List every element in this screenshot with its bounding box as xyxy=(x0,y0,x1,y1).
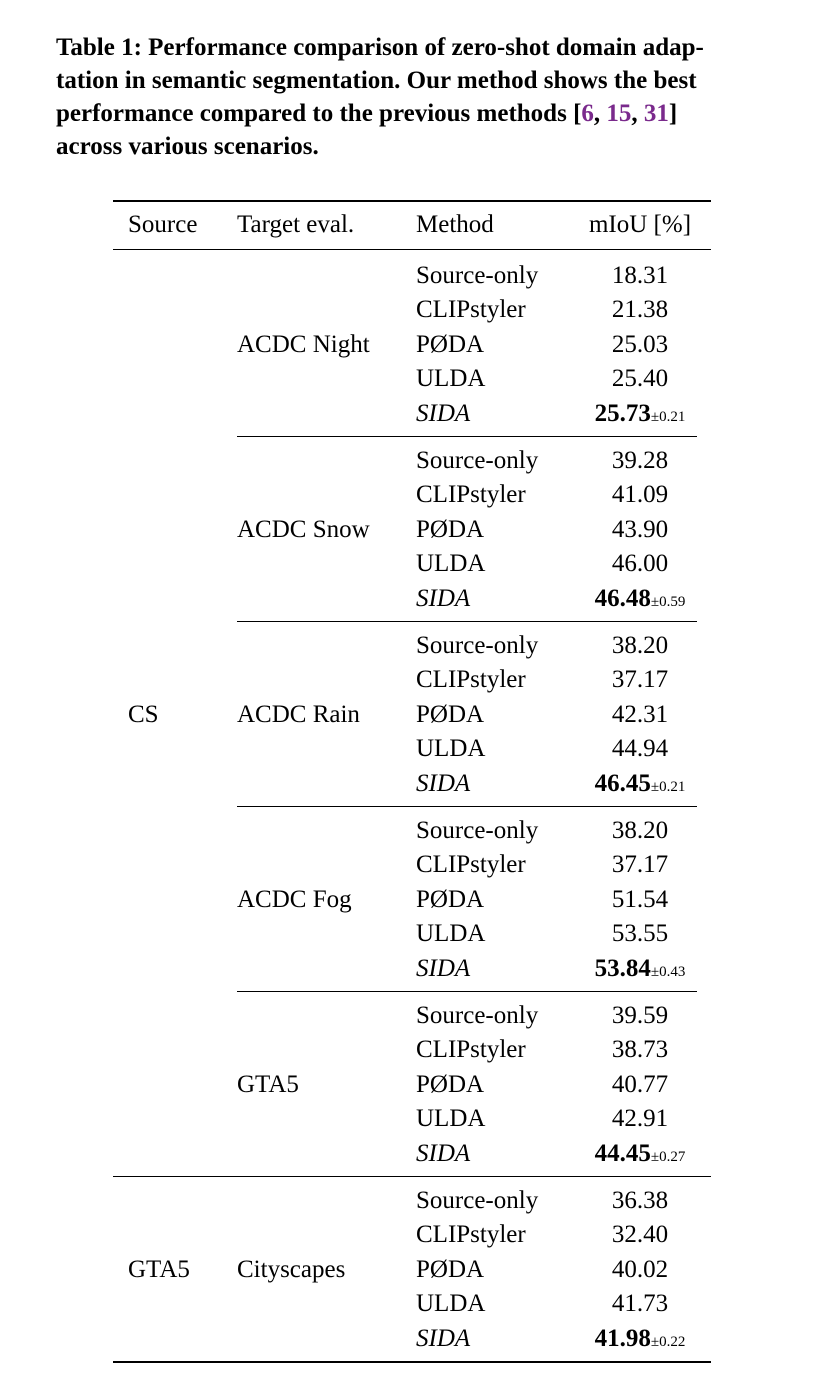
miou-cell xyxy=(583,444,697,478)
target-eval-cell: ACDC Snow xyxy=(237,515,370,543)
miou-cell xyxy=(583,293,697,327)
miou-std: ±0.21 xyxy=(650,778,686,795)
method-cell: PØDA xyxy=(416,700,485,728)
target-eval-cell: ACDC Night xyxy=(237,330,370,358)
miou-value: 44.94 xyxy=(611,735,669,763)
source-rule xyxy=(113,1176,711,1177)
method-cell: Source-only xyxy=(416,632,539,659)
miou-cell xyxy=(583,883,697,917)
method-cell: Source-only xyxy=(416,262,539,289)
citation-link[interactable]: 31 xyxy=(643,100,669,127)
method-cell: PØDA xyxy=(416,1255,485,1283)
caption-line: tation in semantic segmentation. Our method shows the best xyxy=(56,67,697,94)
method-cell: PØDA xyxy=(416,515,485,543)
miou-cell xyxy=(583,582,697,619)
miou-value: 38.20 xyxy=(611,817,669,844)
method-cell: SIDA xyxy=(416,399,471,427)
header-method: Method xyxy=(416,211,494,238)
header-miou: mIoU [%] xyxy=(588,211,692,238)
bottom-rule xyxy=(113,1361,711,1363)
miou-cell xyxy=(583,1184,697,1218)
citation-separator: , xyxy=(593,100,607,127)
target-eval-cell: Cityscapes xyxy=(237,1255,346,1283)
header-rule xyxy=(113,249,711,250)
miou-std: ±0.21 xyxy=(650,408,686,425)
miou-cell xyxy=(583,663,697,697)
top-rule xyxy=(113,200,711,202)
miou-cell xyxy=(583,1287,697,1321)
miou-value: 18.31 xyxy=(611,262,669,289)
source-cell: GTA5 xyxy=(128,1255,190,1283)
miou-value: 36.38 xyxy=(611,1187,669,1214)
miou-value: 25.03 xyxy=(611,330,669,358)
miou-value: 42.31 xyxy=(611,700,669,728)
miou-value: 37.17 xyxy=(611,851,669,879)
method-cell: ULDA xyxy=(416,365,486,393)
miou-cell xyxy=(583,259,697,293)
method-cell: PØDA xyxy=(416,1070,485,1098)
method-cell: Source-only xyxy=(416,1187,539,1214)
citation-link[interactable]: 15 xyxy=(606,100,632,127)
miou-std: ±0.59 xyxy=(650,593,686,610)
method-cell: PØDA xyxy=(416,330,485,358)
method-cell: SIDA xyxy=(416,1139,471,1167)
target-eval-cell: ACDC Fog xyxy=(237,885,352,913)
miou-cell xyxy=(583,698,697,732)
method-cell: ULDA xyxy=(416,1105,486,1133)
group-rule xyxy=(237,621,697,622)
miou-value: 42.91 xyxy=(611,1105,669,1133)
miou-cell xyxy=(583,1033,697,1067)
method-cell: CLIPstyler xyxy=(416,851,526,879)
table-caption xyxy=(56,31,784,163)
group-rule xyxy=(237,806,697,807)
miou-value: 46.45 xyxy=(594,769,651,797)
citation-link[interactable]: 6 xyxy=(581,100,594,127)
method-cell: CLIPstyler xyxy=(416,296,526,324)
method-cell: ULDA xyxy=(416,920,486,948)
miou-std: ±0.22 xyxy=(650,1333,686,1350)
group-rule xyxy=(237,436,697,437)
miou-value: 21.38 xyxy=(611,296,669,324)
miou-value: 25.40 xyxy=(611,365,669,393)
method-cell: CLIPstyler xyxy=(416,481,526,509)
header-source: Source xyxy=(128,211,198,238)
miou-cell xyxy=(583,814,697,848)
miou-cell xyxy=(583,362,697,396)
method-cell: SIDA xyxy=(416,1324,471,1352)
miou-value: 51.54 xyxy=(611,885,669,913)
method-cell: Source-only xyxy=(416,1002,539,1029)
miou-cell xyxy=(583,1322,697,1359)
miou-cell xyxy=(583,767,697,804)
method-cell: ULDA xyxy=(416,735,486,763)
miou-value: 38.73 xyxy=(611,1036,669,1064)
method-cell: CLIPstyler xyxy=(416,1036,526,1064)
target-eval-cell: ACDC Rain xyxy=(237,700,360,728)
miou-value: 43.90 xyxy=(611,515,669,543)
miou-value: 46.00 xyxy=(611,550,669,578)
miou-value: 53.84 xyxy=(594,954,651,982)
miou-cell xyxy=(583,328,697,362)
method-cell: ULDA xyxy=(416,1290,486,1318)
miou-value: 25.73 xyxy=(594,399,651,427)
miou-cell xyxy=(583,397,697,434)
miou-cell xyxy=(583,547,697,581)
miou-value: 41.09 xyxy=(611,481,669,509)
miou-cell xyxy=(583,629,697,663)
miou-value: 40.77 xyxy=(611,1070,669,1098)
method-cell: Source-only xyxy=(416,817,539,844)
caption-text: performance compared to the previous methods [ xyxy=(56,100,582,127)
miou-cell xyxy=(583,917,697,951)
miou-value: 32.40 xyxy=(611,1221,669,1249)
citation-separator: , xyxy=(631,100,644,127)
method-cell: SIDA xyxy=(416,584,471,612)
miou-cell xyxy=(583,952,697,989)
miou-cell xyxy=(583,1137,697,1174)
caption-line xyxy=(56,97,784,130)
miou-value: 39.59 xyxy=(611,1002,669,1029)
miou-value: 41.73 xyxy=(611,1290,669,1318)
miou-cell xyxy=(583,513,697,547)
miou-cell xyxy=(583,848,697,882)
miou-cell xyxy=(583,1068,697,1102)
target-eval-cell: GTA5 xyxy=(237,1070,299,1098)
method-cell: PØDA xyxy=(416,885,485,913)
method-cell: ULDA xyxy=(416,550,486,578)
miou-cell xyxy=(583,732,697,766)
miou-value: 37.17 xyxy=(611,666,669,694)
miou-value: 41.98 xyxy=(594,1324,651,1352)
miou-value: 39.28 xyxy=(611,447,669,474)
caption-line: across various scenarios. xyxy=(56,133,319,160)
miou-std: ±0.27 xyxy=(650,1148,686,1165)
miou-value: 53.55 xyxy=(611,920,669,948)
group-rule xyxy=(237,991,697,992)
miou-cell xyxy=(583,1253,697,1287)
miou-cell xyxy=(583,1102,697,1136)
source-cell: CS xyxy=(128,700,159,728)
miou-value: 44.45 xyxy=(594,1139,651,1167)
method-cell: SIDA xyxy=(416,954,471,982)
miou-cell xyxy=(583,1218,697,1252)
miou-value: 40.02 xyxy=(611,1255,669,1283)
caption-line: Table 1: Performance comparison of zero-shot domain adap- xyxy=(56,34,704,61)
header-target-eval: Target eval. xyxy=(237,211,355,238)
miou-value: 46.48 xyxy=(594,584,651,612)
miou-value: 38.20 xyxy=(611,632,669,659)
citation-close-bracket: ] xyxy=(668,100,678,127)
method-cell: CLIPstyler xyxy=(416,1221,526,1249)
method-cell: Source-only xyxy=(416,447,539,474)
method-cell: SIDA xyxy=(416,769,471,797)
miou-cell xyxy=(583,478,697,512)
miou-cell xyxy=(583,999,697,1033)
miou-std: ±0.43 xyxy=(650,963,686,980)
method-cell: CLIPstyler xyxy=(416,666,526,694)
